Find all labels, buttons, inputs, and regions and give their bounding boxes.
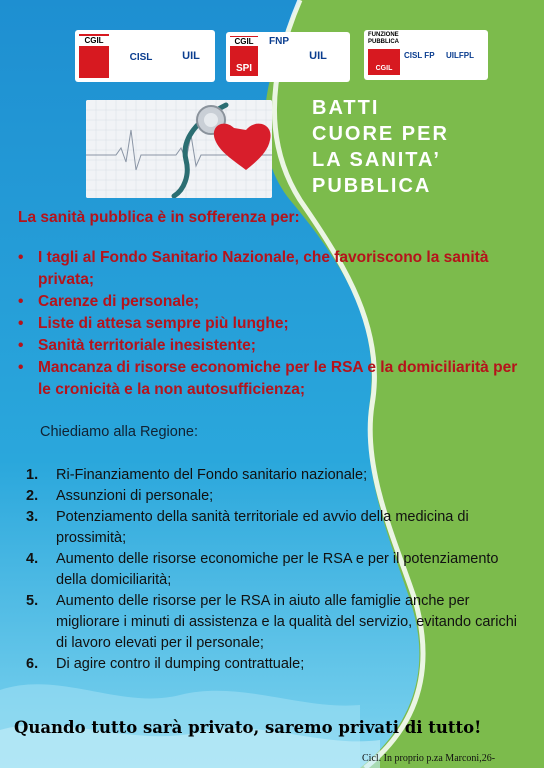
list-item: 6. Di agire contro il dumping contrattuale; <box>26 656 305 672</box>
list-item: • I tagli al Fondo Sanitario Nazionale, che favoriscono la sanità privata; <box>18 249 489 288</box>
cisl-fp-logo: CISL FP <box>404 50 435 60</box>
headline: BATTI CUORE PER LA SANITA’ PUBBLICA <box>312 97 449 197</box>
spi-logo: CGIL SPI <box>230 36 258 76</box>
list-item: 3. Potenziamento della sanità territoriale ed avvio della medicina di prossimità; <box>26 509 469 546</box>
logo-group-3 <box>364 30 488 80</box>
cisl-logo: CISL <box>112 42 170 72</box>
list-item: • Liste di attesa sempre più lunghe; <box>18 315 289 332</box>
problems-list <box>18 247 526 401</box>
logo-group-2 <box>226 32 350 82</box>
list-item: 5. Aumento delle risorse per le RSA in aiuto alle famiglie anche per migliorare i minuti di assistenza e la qualità del servizio, evitando carichi di lavoro elevati per il personale; <box>26 593 517 651</box>
list-item: 1. Ri-Finanziamento del Fondo sanitario nazionale; <box>26 467 368 483</box>
list-item: 2. Assunzioni di personale; <box>26 488 214 504</box>
footer-note: Cicl. In proprio p.za Marconi,26- <box>362 753 496 764</box>
intro-text: La sanità pubblica è in sofferenza per: <box>18 209 300 226</box>
uil-logo: UIL <box>173 38 209 74</box>
cgil-logo: CGIL <box>79 34 109 78</box>
request-heading: Chiediamo alla Regione: <box>40 424 198 440</box>
stethoscope-heart-photo <box>86 100 272 198</box>
logo-group-1 <box>75 30 215 82</box>
list-item: • Mancanza di risorse economiche per le RSA e la domiciliarità per le cronicità e la non autosufficienza; <box>18 359 518 398</box>
list-item: • Sanità territoriale inesistente; <box>18 337 256 354</box>
demands-list <box>26 465 531 675</box>
fnp-logo: FNP <box>261 36 297 76</box>
uil-pensionati-logo: UIL <box>300 36 336 76</box>
list-item: • Carenze di personale; <box>18 293 200 310</box>
list-item: 4. Aumento delle risorse economiche per le RSA e per il potenziamento della domiciliarità; <box>26 551 499 588</box>
slogan: Quando tutto sarà privato, saremo privati di tutto! <box>14 718 482 737</box>
uilfpl-logo: UILFPL <box>446 50 474 60</box>
fp-cgil-logo: FUNZIONE PUBBLICA CGIL <box>368 32 400 78</box>
